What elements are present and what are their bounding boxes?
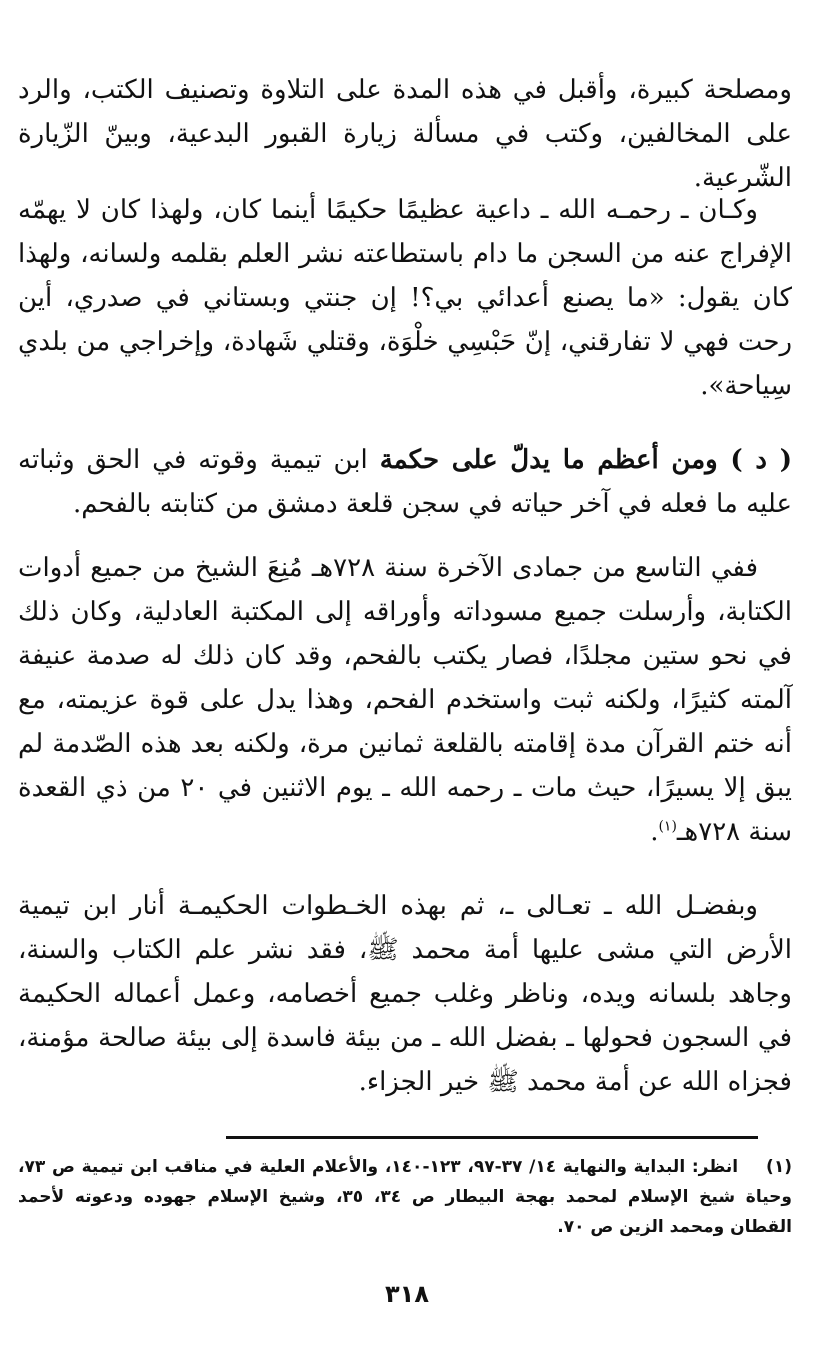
paragraph-3 [18,438,792,526]
paragraph-4-tail: . [650,817,659,847]
footnote-reference[interactable]: (١) [658,818,677,835]
paragraph-3-lead: ( د ) ومن أعظم ما يدلّ على حكمة [379,445,792,475]
paragraph-1-text: ومصلحة كبيرة، وأقبل في هذه المدة على التلاوة وتصنيف الكتب، والرد على المخالفين، وكتب في مسألة زيارة القبور البدعية، وبينّ الزّيارة الشّرعية. [18,75,792,193]
footnote-divider [226,1136,758,1139]
paragraph-2 [18,188,792,408]
paragraph-4 [18,546,792,854]
footnote [18,1152,792,1242]
paragraph-1 [18,68,792,200]
footnote-marker: (١) [766,1157,792,1177]
footnote-text: انظر: البداية والنهاية ١٤/ ٣٧-٩٧، ١٢٣-١٤٠، والأعلام العلية في مناقب ابن تيمية ص ٧٣، وحياة شيخ الإسلام لمحمد بهجة البيطار ص ٣٤، ٣٥، وشيخ الإسلام جهوده ودعوته لأحمد القطان ومحمد الزين ص ٧٠. [18,1157,792,1237]
paragraph-2-text: وكـان ـ رحمـه الله ـ داعية عظيمًا حكيمًا أينما كان، ولهذا كان لا يهمّه الإفراج عنه من السجن ما دام باستطاعته نشر العلم بقلمه ولسانه، ولهذا كان يقول: «ما يصنع أعدائي بي؟! إن جنتي وبستاني في صدري، أين رحت فهي لا تفارقني، إنّ حَبْسِي خلْوَة، وقتلي شَهادة، وإخراجي من بلدي سِياحة». [18,195,792,401]
page-number: ٣١٨ [385,1280,429,1308]
paragraph-5-text: وبفضـل الله ـ تعـالى ـ، ثم بهذه الخـطوات الحكيمـة أنار ابن تيمية الأرض التي مشى عليها أمة محمد ﷺ، فقد نشر علم الكتاب والسنة، وجاهد بلسانه ويده، وناظر وغلب جميع أخصامه، وعمل أعماله الحكيمة في السجون فحولها ـ بفضل الله ـ من بيئة فاسدة إلى بيئة صالحة مؤمنة، فجزاه الله عن أمة محمد ﷺ خير الجزاء. [18,891,792,1097]
paragraph-5 [18,884,792,1104]
paragraph-4-text: ففي التاسع من جمادى الآخرة سنة ٧٢٨هـ مُنِعَ الشيخ من جميع أدوات الكتابة، وأرسلت جميع مسوداته وأوراقه إلى المكتبة العادلية، وكان ذلك في نحو ستين مجلدًا، فصار يكتب بالفحم، وقد كان ذلك له صدمة عنيفة آلمته كثيرًا، ولكنه ثبت واستخدم الفحم، وهذا يدل على قوة عزيمته، مع أنه ختم القرآن مدة إقامته بالقلعة ثمانين مرة، ولكنه بعد هذه الصّدمة لم يبق إلا يسيرًا، حيث مات ـ رحمه الله ـ يوم الاثنين في ٢٠ من ذي القعدة سنة ٧٢٨هـ [18,553,792,847]
paragraph-3-text: ابن تيمية وقوته في الحق وثباته عليه ما فعله في آخر حياته في سجن قلعة دمشق من كتابته بالفحم. [18,445,792,519]
